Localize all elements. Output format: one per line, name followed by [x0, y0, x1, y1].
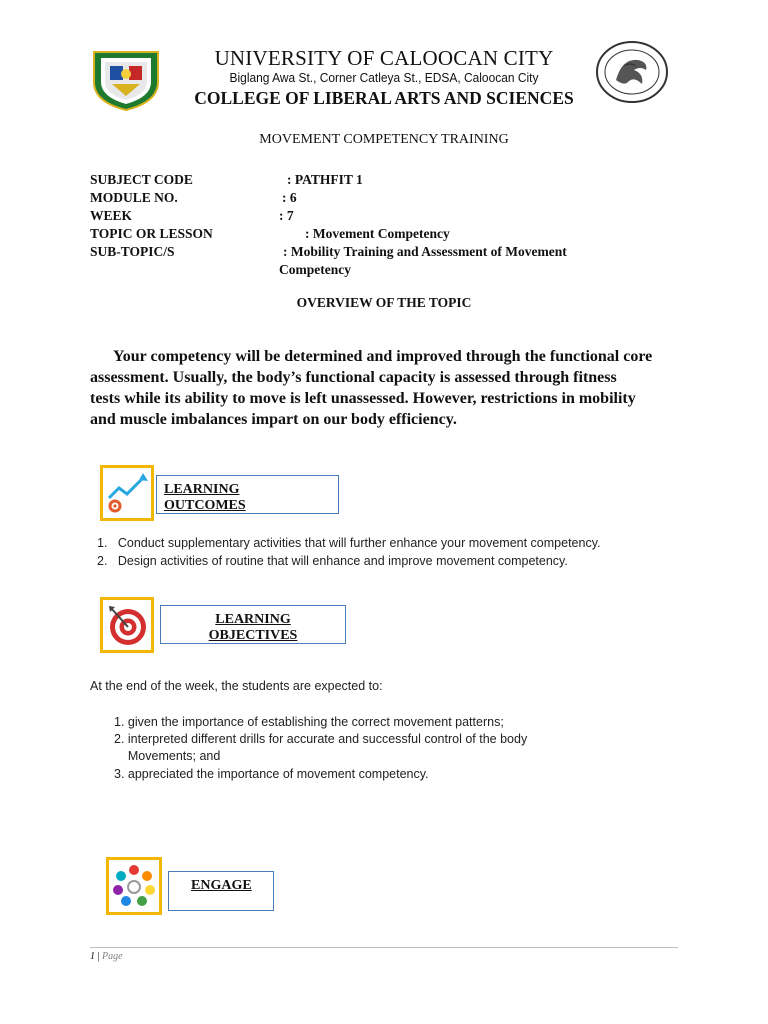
list-item: 2. Design activities of routine that will enhance and improve movement competency.: [97, 554, 568, 568]
overview-paragraph: [90, 346, 690, 430]
meta-subject-code: [90, 171, 690, 189]
overview-heading: OVERVIEW OF THE TOPIC: [296, 295, 472, 310]
overview-line: assessment. Usually, the body’s functional capacity is assessed through fitness: [90, 369, 617, 386]
engage-icon-box: [106, 857, 162, 915]
learning-objectives-intro: At the end of the week, the students are expected to:: [90, 679, 383, 693]
meta-label: WEEK: [90, 208, 133, 223]
learning-objectives-list: [114, 715, 714, 787]
meta-label: TOPIC OR LESSON: [90, 226, 213, 241]
learning-objectives-label: LEARNING OBJECTIVES: [160, 605, 346, 644]
page-separator: |: [97, 951, 100, 962]
page-number: 1: [90, 951, 95, 962]
footer-divider: [90, 947, 678, 948]
meta-value: : PATHFIT 1: [287, 172, 363, 187]
list-item: 3. appreciated the importance of movement competency.: [114, 767, 429, 781]
meta-value-continued: Competency: [279, 262, 351, 277]
engage-label: ENGAGE: [168, 871, 274, 911]
overview-line: Your competency will be determined and improved through the functional core: [113, 348, 653, 365]
meta-value: : Mobility Training and Assessment of Movement: [283, 244, 567, 259]
meta-label: MODULE NO.: [90, 190, 178, 205]
meta-label: SUBJECT CODE: [90, 172, 193, 187]
university-address: Biglang Awa St., Corner Catleya St., EDSA, Caloocan City: [229, 70, 539, 85]
learning-objectives-icon-box: [100, 597, 154, 653]
college-name: COLLEGE OF LIBERAL ARTS AND SCIENCES: [194, 88, 574, 108]
meta-value: : 7: [279, 208, 294, 223]
learning-outcomes-label: LEARNING OUTCOMES: [156, 475, 339, 514]
document-title: MOVEMENT COMPETENCY TRAINING: [259, 132, 509, 147]
team-circle-icon: [109, 860, 159, 912]
learning-outcomes-icon-box: [100, 465, 154, 521]
meta-module: [90, 189, 690, 207]
list-item: 1. Conduct supplementary activities that will further enhance your movement competency.: [97, 536, 601, 550]
meta-label: SUB-TOPIC/S: [90, 244, 175, 259]
university-name: UNIVERSITY OF CALOOCAN CITY: [214, 46, 554, 70]
page-footer: [90, 951, 123, 962]
list-item: 1. given the importance of establishing the correct movement patterns;: [114, 715, 504, 729]
overview-line: tests while its ability to move is left unassessed. However, restrictions in mobility: [90, 390, 636, 407]
growth-chart-icon: [103, 468, 151, 518]
meta-subtopic: [90, 243, 690, 279]
meta-value: : 6: [282, 190, 297, 205]
meta-topic: [90, 225, 690, 243]
meta-value: : Movement Competency: [305, 226, 450, 241]
overview-line: and muscle imbalances impart on our body efficiency.: [90, 411, 457, 428]
target-icon: [103, 600, 151, 650]
learning-outcomes-list: [97, 536, 697, 576]
list-item: 2. interpreted different drills for accurate and successful control of the body: [114, 732, 528, 746]
list-item-continued: Movements; and: [114, 749, 221, 763]
meta-week: [90, 207, 690, 225]
page-word: Page: [102, 951, 123, 962]
